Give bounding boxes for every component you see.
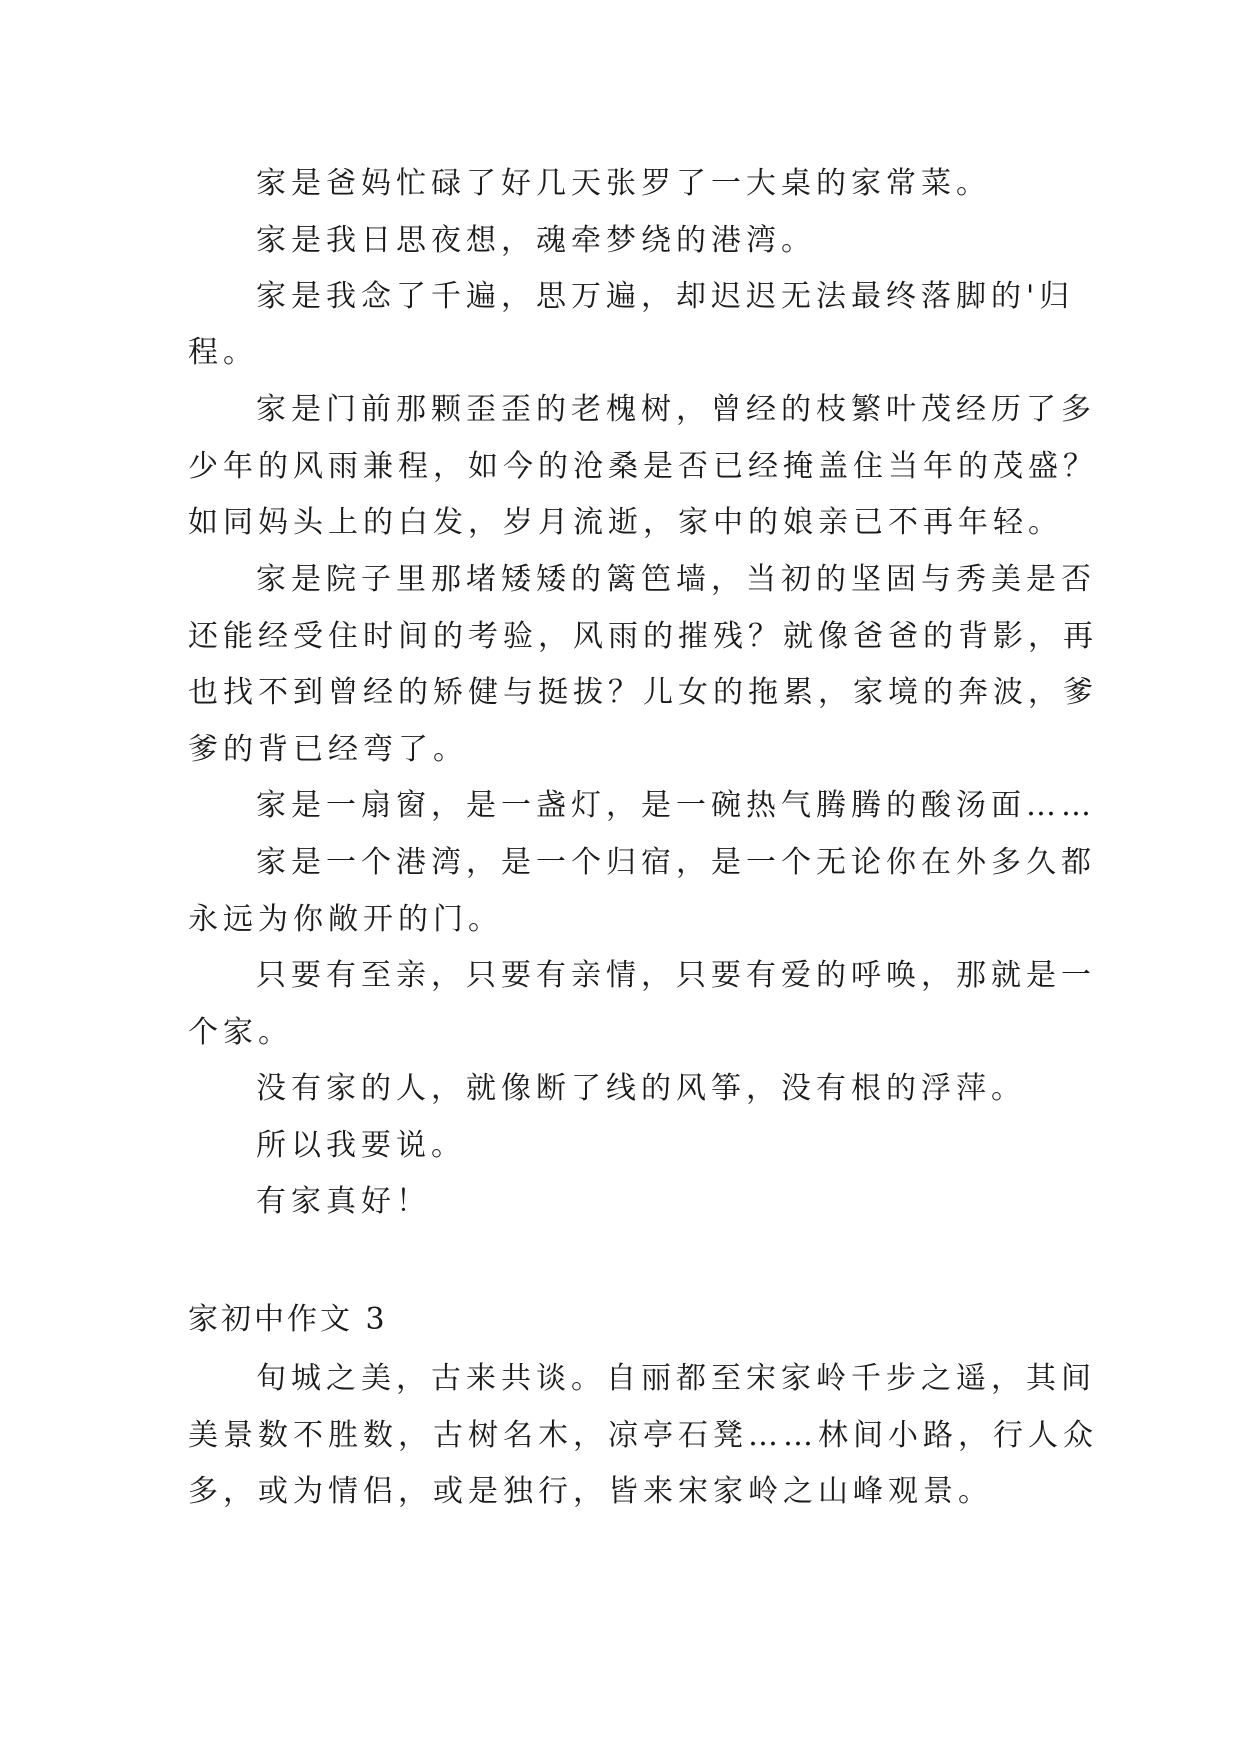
paragraph-text: 家是爸妈忙碌了好几天张罗了一大桌的家常菜。 (256, 166, 991, 201)
paragraph-line: 如同妈头上的白发，岁月流逝，家中的娘亲已不再年轻。 (188, 505, 1063, 540)
paragraph-line: 还能经受住时间的考验，风雨的摧残？就像爸爸的背影，再 (188, 619, 1098, 654)
paragraph-line: 个家。 (188, 1015, 293, 1050)
paragraph-text: 所以我要说。 (256, 1128, 466, 1163)
paragraph-line: 家是院子里那堵矮矮的篱笆墙，当初的坚固与秀美是否 (256, 562, 1096, 597)
paragraph-line: 多，或为情侣，或是独行，皆来宋家岭之山峰观景。 (188, 1474, 993, 1509)
paragraph-line: 美景数不胜数，古树名木，凉亭石凳……林间小路，行人众 (188, 1418, 1098, 1453)
paragraph-line: 只要有至亲，只要有亲情，只要有爱的呼唤，那就是一 (256, 958, 1096, 993)
paragraph-line: 少年的风雨兼程，如今的沧桑是否已经掩盖住当年的茂盛？ (188, 449, 1098, 484)
paragraph-line: 家是门前那颗歪歪的老槐树，曾经的枝繁叶茂经历了多 (256, 392, 1096, 427)
paragraph-text: 家是一扇窗，是一盏灯，是一碗热气腾腾的酸汤面…… (256, 788, 1096, 823)
paragraph-line: 旬城之美，古来共谈。自丽都至宋家岭千步之遥，其间 (256, 1361, 1096, 1396)
paragraph-line: 程。 (188, 335, 258, 370)
essay-title: 家初中作文 3 (188, 1302, 388, 1337)
paragraph-line: 家是一个港湾，是一个归宿，是一个无论你在外多久都 (256, 845, 1096, 880)
paragraph-line: 爹的背已经弯了。 (188, 732, 468, 767)
paragraph-line: 也找不到曾经的矫健与挺拔？儿女的拖累，家境的奔波，爹 (188, 675, 1098, 710)
paragraph-text: 家是我日思夜想，魂牵梦绕的港湾。 (256, 223, 816, 258)
paragraph-line: 永远为你敞开的门。 (188, 902, 503, 937)
paragraph-text: 没有家的人，就像断了线的风筝，没有根的浮萍。 (256, 1071, 1026, 1106)
paragraph-text: 有家真好！ (256, 1184, 431, 1219)
paragraph-line: 家是我念了千遍，思万遍，却迟迟无法最终落脚的'归 (256, 279, 1075, 314)
